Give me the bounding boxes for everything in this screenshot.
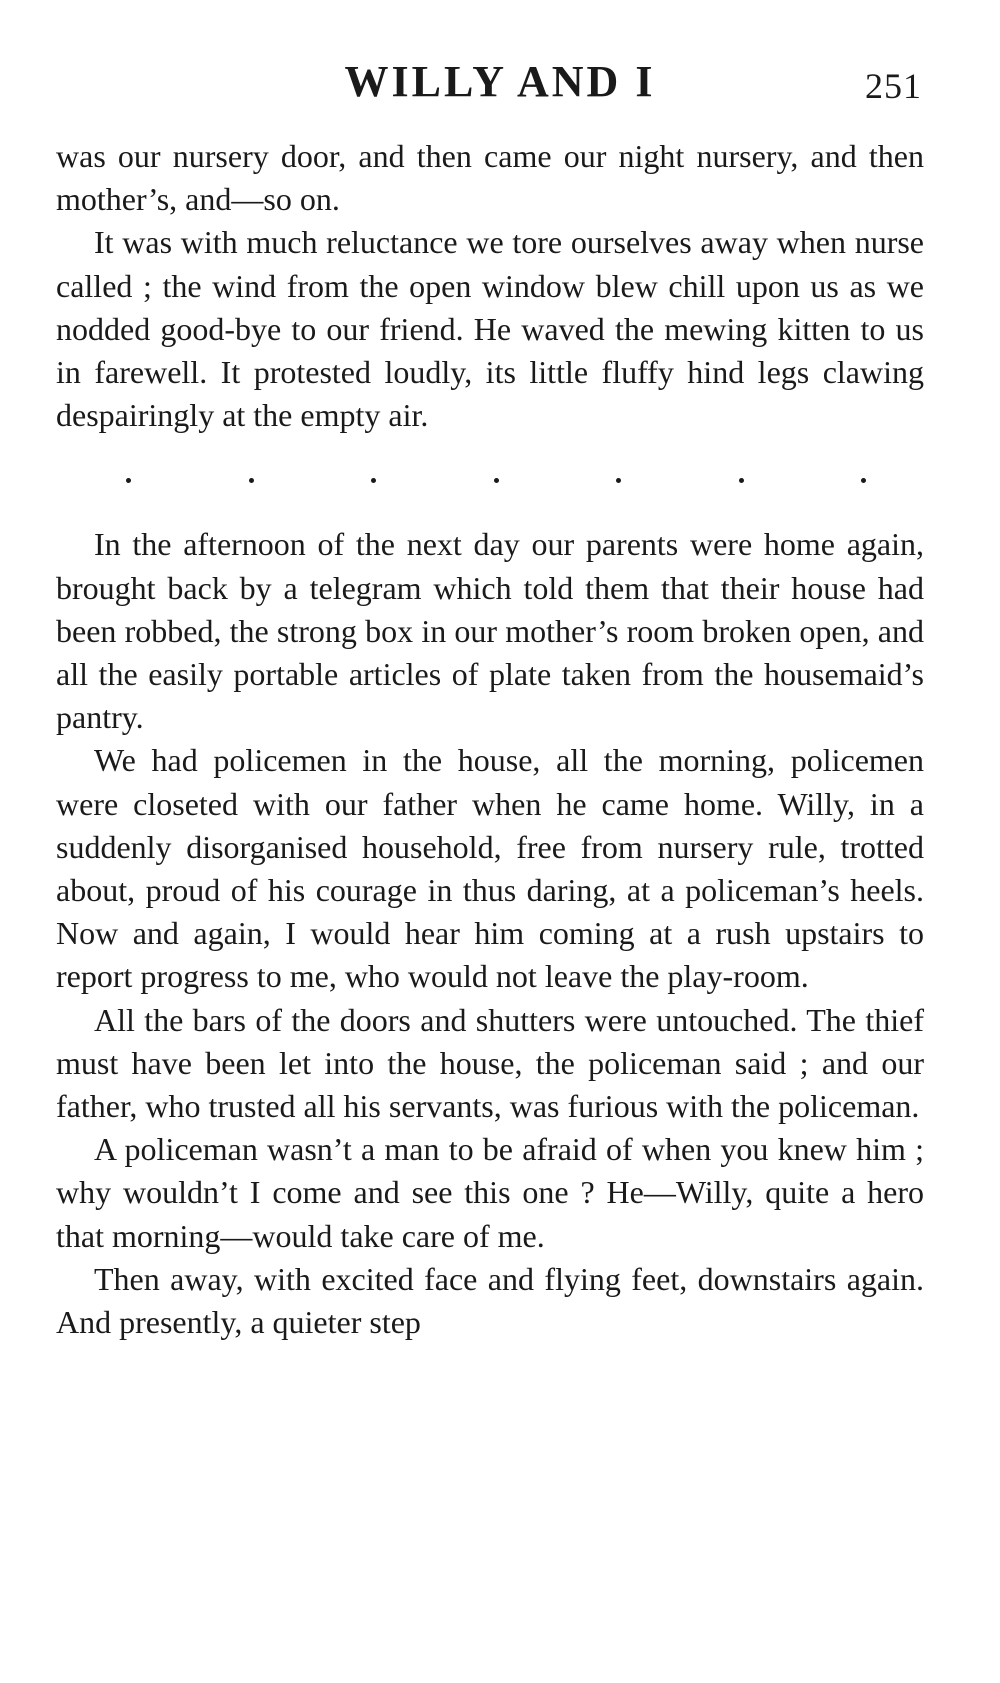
ellipsis-dot [861,478,866,483]
paragraph-continued: was our nursery door, and then came our night nursery, and then mother’s, and—so on. [56,138,924,218]
ellipsis-dot [494,478,499,483]
paragraph: All the bars of the doors and shutters were untouched. The thief must have been let into the house, the policeman said ; and our father, who trusted all his servants, was furious with the policeman. [56,1001,924,1125]
section-break-dots [56,437,924,523]
ellipsis-dot [739,478,744,483]
ellipsis-dot [371,478,376,483]
ellipsis-dot [249,478,254,483]
page-header [0,52,1000,112]
ellipsis-dot [616,478,621,483]
running-title: WILLY AND I [344,57,656,106]
paragraph: Then away, with excited face and flying feet, downstairs again. And presently, a quieter step [56,1260,924,1341]
paragraph: We had policemen in the house, all the morning, policemen were closeted with our father when he came home. Willy, in a suddenly disorganised household, free from nursery rule, trotted about, proud of his courage in thus daring, at a policeman’s heels. Now and again, I would hear him coming at a rush upstairs to report progress to me, who would not leave the play-room. [56,742,924,995]
page-number: 251 [865,66,922,106]
body-text [56,135,924,1344]
paragraph: It was with much reluctance we tore ourselves away when nurse called ; the wind from the open window blew chill upon us as we nodded good-bye to our friend. He waved the mewing kitten to us in farewell. It protested loudly, its little fluffy hind legs clawing despairingly at the empty air. [56,224,924,434]
paragraph: A policeman wasn’t a man to be afraid of when you knew him ; why wouldn’t I come and see this one ? He—Willy, quite a hero that morning—would take care of me. [56,1131,924,1254]
ellipsis-dot [126,478,131,483]
paragraph: In the afternoon of the next day our parents were home again, brought back by a telegram which told them that their house had been robbed, the strong box in our mother’s room broken open, and all the easily portable articles of plate taken from the housemaid’s pantry. [56,526,924,736]
